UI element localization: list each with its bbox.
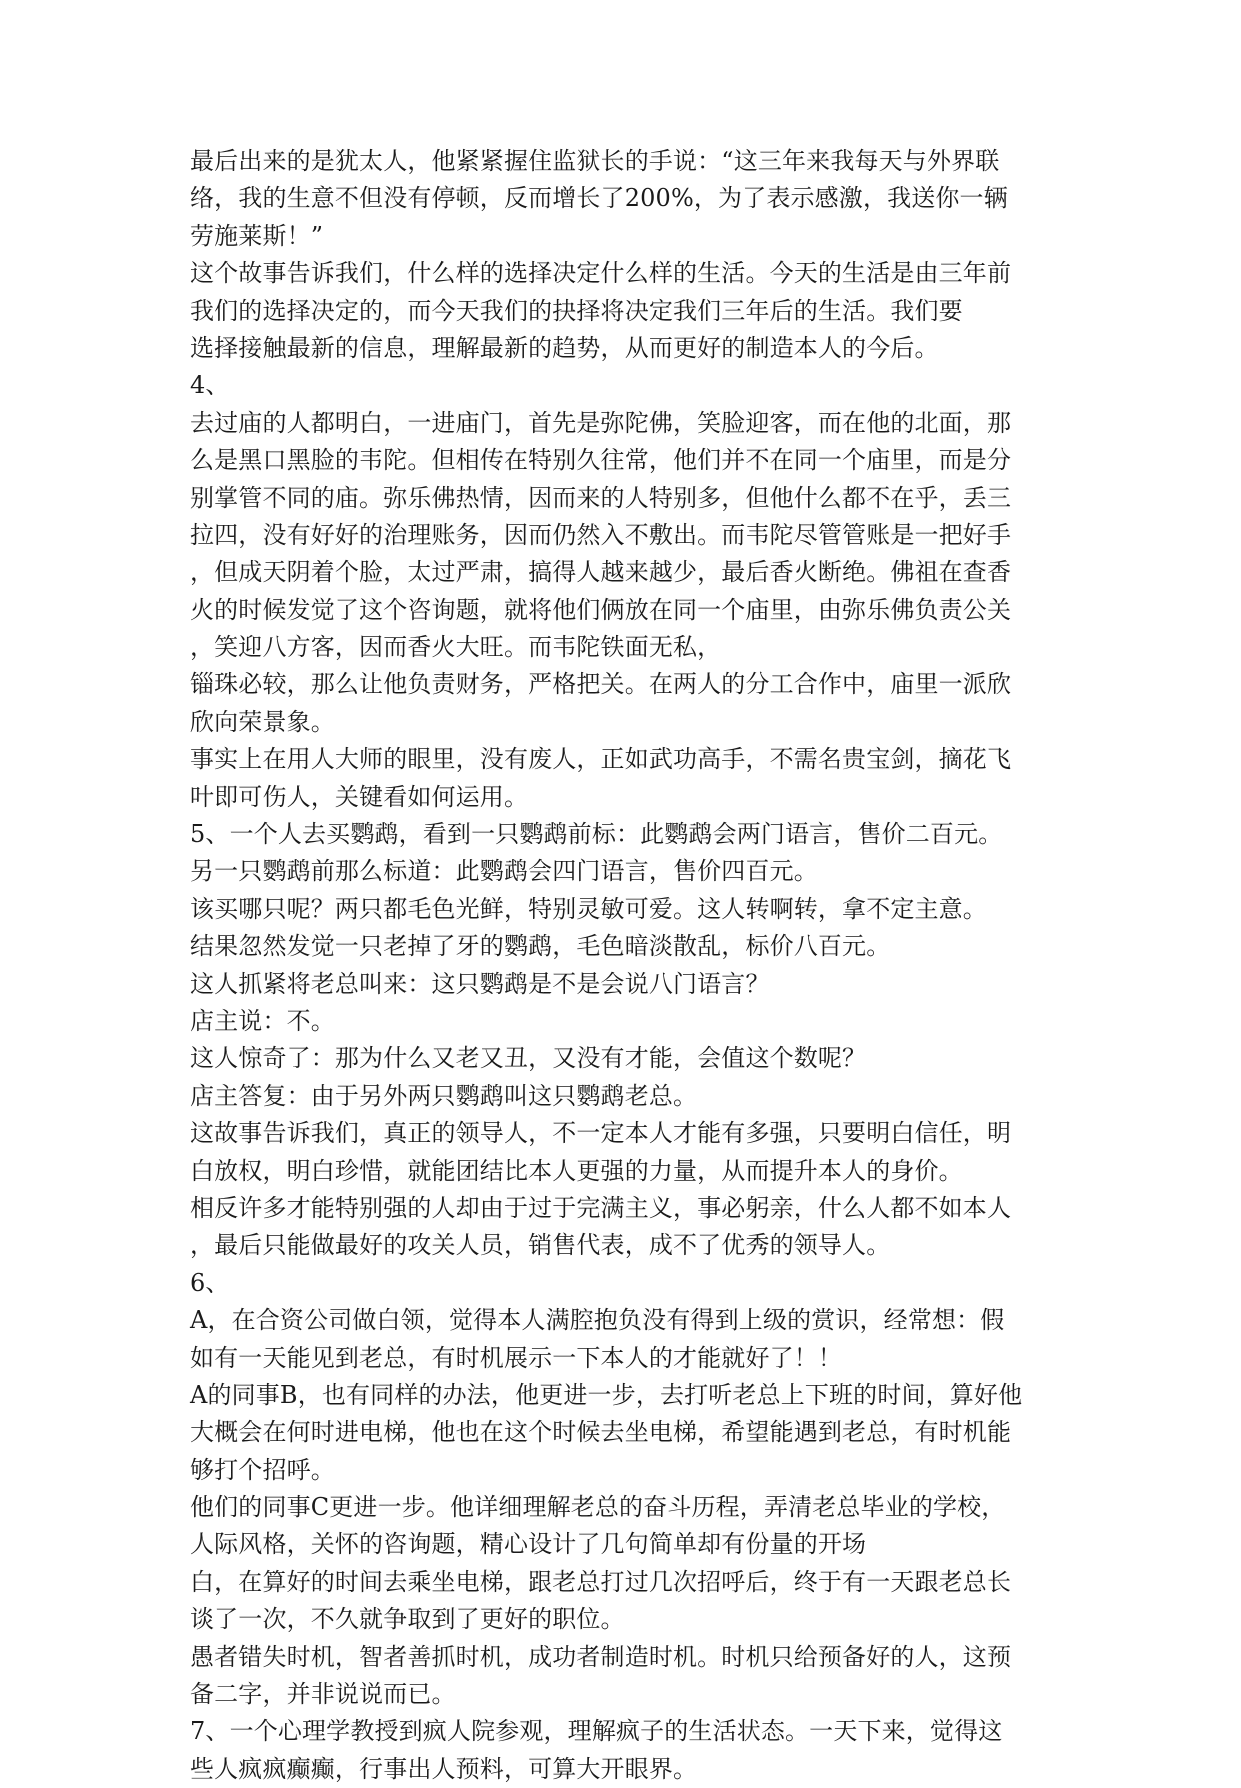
text-line: 备二字，并非说说而已。 [190,1680,456,1709]
text-line: 谈了一次，不久就争取到了更好的职位。 [190,1605,625,1634]
document-body [190,143,1060,1788]
text-line: 别掌管不同的庙。弥乐佛热情，因而来的人特别多，但他什么都不在乎，丢三 [190,483,1012,512]
text-line: 大概会在何时进电梯，他也在这个时候去坐电梯，希望能遇到老总，有时机能 [190,1418,1012,1447]
text-line: ，但成天阴着个脸，太过严肃，搞得人越来越少，最后香火断绝。佛祖在查香 [190,558,1012,587]
text-line: 锱珠必较，那么让他负责财务，严格把关。在两人的分工合作中，庙里一派欣 [190,670,1012,699]
text-line: 事实上在用人大师的眼里，没有废人，正如武功高手，不需名贵宝剑，摘花飞 [190,745,1012,774]
text-line: 白，在算好的时间去乘坐电梯，跟老总打过几次招呼后，终于有一天跟老总长 [190,1567,1012,1596]
text-line: 7、一个心理学教授到疯人院参观，理解疯子的生活状态。一天下来，觉得这 [190,1717,1003,1746]
text-line: 叶即可伤人，关键看如何运用。 [190,782,529,811]
text-line: ，最后只能做最好的攻关人员，销售代表，成不了优秀的领导人。 [190,1231,891,1260]
text-line: 欣向荣景象。 [190,707,335,736]
text-line: A的同事B，也有同样的办法，他更进一步，去打听老总上下班的时间，算好他 [190,1380,1023,1409]
text-line: 5、一个人去买鹦鹉，看到一只鹦鹉前标：此鹦鹉会两门语言，售价二百元。 [190,820,1003,849]
text-line: 该买哪只呢？两只都毛色光鲜，特别灵敏可爱。这人转啊转，拿不定主意。 [190,894,987,923]
text-line: ，笑迎八方客，因而香火大旺。而韦陀铁面无私， [190,633,722,662]
text-line: 这人抓紧将老总叫来：这只鹦鹉是不是会说八门语言？ [190,969,770,998]
text-line: 人际风格，关怀的咨询题，精心设计了几句简单却有份量的开场 [190,1530,867,1559]
section-number: 6、 [190,1268,230,1297]
text-line: 够打个招呼。 [190,1455,335,1484]
section-number: 4、 [190,371,230,400]
text-line: 相反许多才能特别强的人却由于过于完满主义，事必躬亲，什么人都不如本人 [190,1193,1012,1222]
text-line: 些人疯疯癫癫，行事出人预料，可算大开眼界。 [190,1754,698,1783]
text-line: 拉四，没有好好的治理账务，因而仍然入不敷出。而韦陀尽管管账是一把好手 [190,520,1012,549]
text-line: A，在合资公司做白领，觉得本人满腔抱负没有得到上级的赏识，经常想：假 [190,1306,1005,1335]
text-line: 他们的同事C更进一步。他详细理解老总的奋斗历程，弄清老总毕业的学校， [190,1493,1006,1522]
text-line: 白放权，明白珍惜，就能团结比本人更强的力量，从而提升本人的身价。 [190,1156,963,1185]
text-line: 这故事告诉我们，真正的领导人，不一定本人才能有多强，只要明白信任，明 [190,1119,1012,1148]
text-line: 去过庙的人都明白，一进庙门，首先是弥陀佛，笑脸迎客，而在他的北面，那 [190,408,1012,437]
text-line: 这人惊奇了：那为什么又老又丑，又没有才能，会值这个数呢？ [190,1044,867,1073]
text-line: 另一只鹦鹉前那么标道：此鹦鹉会四门语言，售价四百元。 [190,857,818,886]
text-line: 结果忽然发觉一只老掉了牙的鹦鹉，毛色暗淡散乱，标价八百元。 [190,932,891,961]
text-line: 我们的选择决定的，而今天我们的抉择将决定我们三年后的生活。我们要 [190,296,963,325]
text-line: 么是黑口黑脸的韦陀。但相传在特别久往常，他们并不在同一个庙里，而是分 [190,446,1012,475]
text-line: 最后出来的是犹太人，他紧紧握住监狱长的手说：“这三年来我每天与外界联 [190,147,1000,175]
text-line: 如有一天能见到老总，有时机展示一下本人的才能就好了！！ [190,1343,843,1372]
text-line: 选择接触最新的信息，理解最新的趋势，从而更好的制造本人的今后。 [190,333,939,362]
text-line: 愚者错失时机，智者善抓时机，成功者制造时机。时机只给预备好的人，这预 [190,1642,1012,1671]
text-line: 劳施莱斯！” [190,221,324,250]
text-line: 火的时候发觉了这个咨询题，就将他们俩放在同一个庙里，由弥乐佛负责公关 [190,595,1012,624]
text-line: 店主答复：由于另外两只鹦鹉叫这只鹦鹉老总。 [190,1081,698,1110]
text-line: 店主说：不。 [190,1006,335,1035]
text-line: 络，我的生意不但没有停顿，反而增长了200%，为了表示感激，我送你一辆 [190,184,1008,213]
text-line: 这个故事告诉我们，什么样的选择决定什么样的生活。今天的生活是由三年前 [190,259,1012,288]
